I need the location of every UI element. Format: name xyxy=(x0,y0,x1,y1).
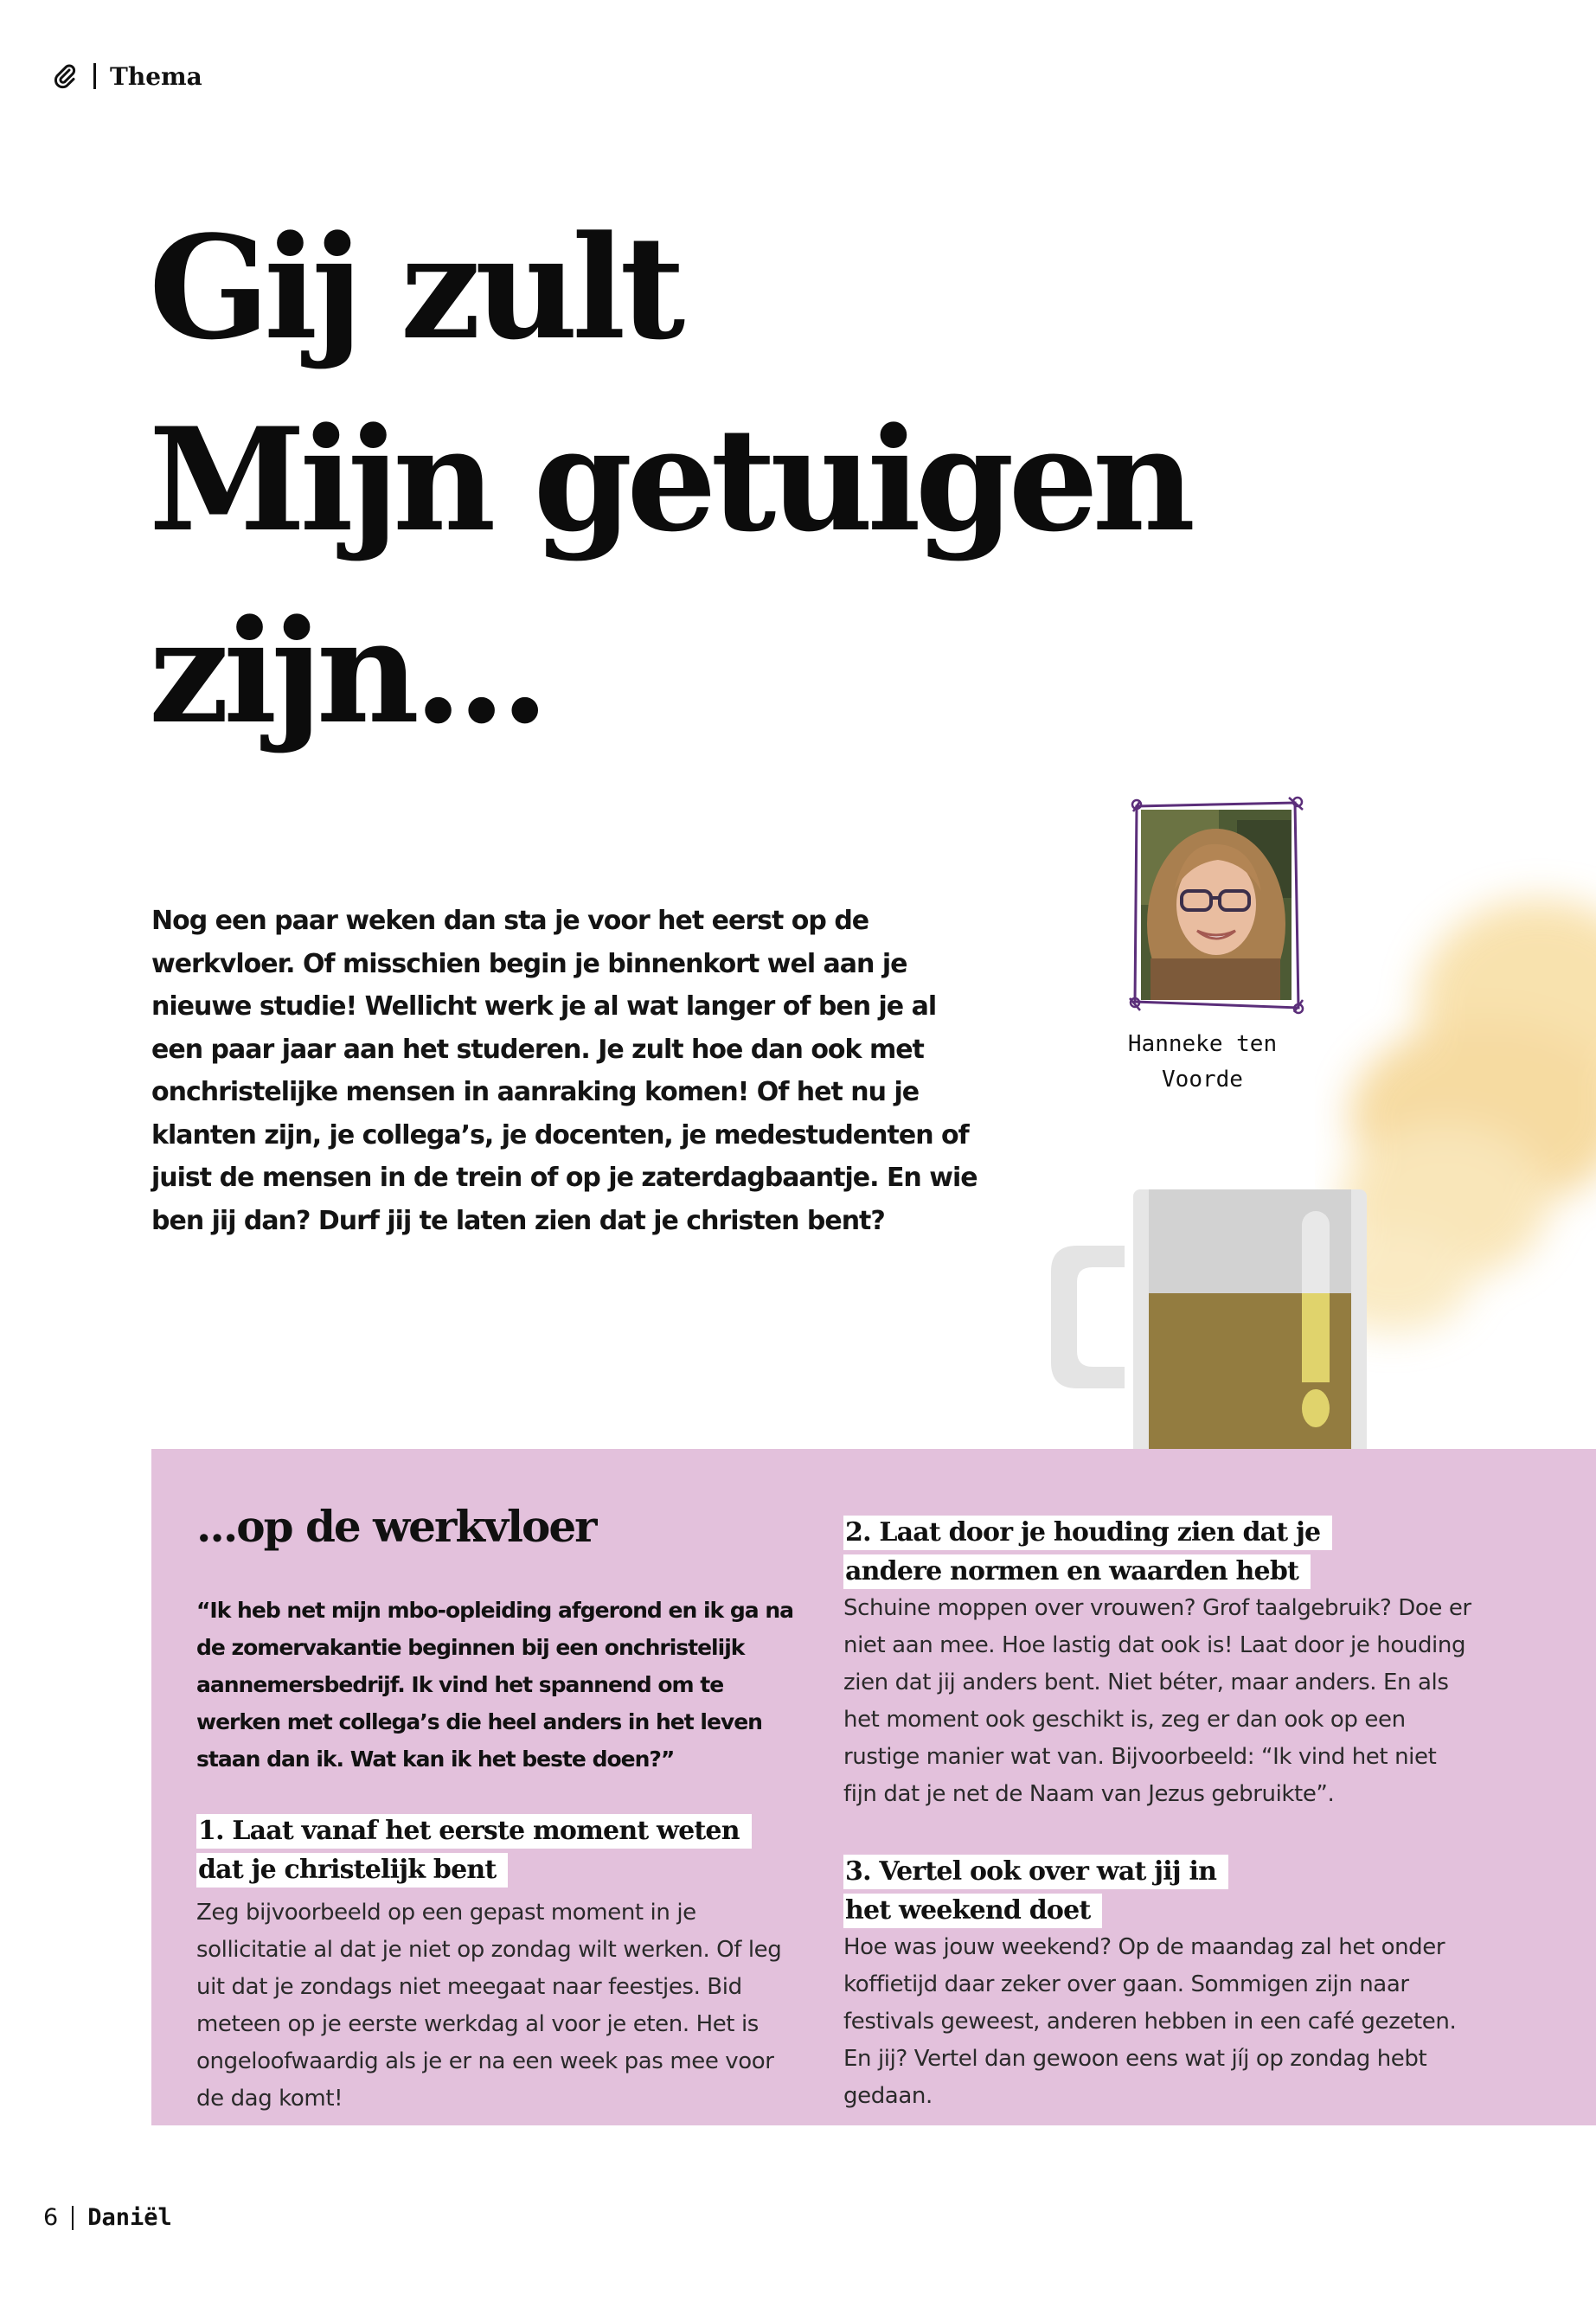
header-divider xyxy=(93,63,96,89)
tip-2-heading-line-2: andere normen en waarden hebt xyxy=(843,1554,1311,1589)
title-line-3: zijn... xyxy=(149,588,544,755)
title-line-1: Gij zult xyxy=(149,204,680,371)
tip-3-heading-line-2: het weekend doet xyxy=(843,1894,1102,1928)
author-name-line-1: Hanneke ten xyxy=(1127,1031,1278,1057)
author-name xyxy=(1099,1027,1306,1098)
tip-2-heading-line-1: 2. Laat door je houding zien dat je xyxy=(843,1516,1332,1550)
beer-mug-illustration xyxy=(1042,1185,1371,1488)
intro-paragraph: Nog een paar weken dan sta je voor het eerst op de werkvloer. Of misschien begin je binnenkort wel aan je nieuwe studie! Wellicht werk je al wat langer of ben je al een paar jaar aan het studeren. Je zult hoe dan ook met onchristelijke mensen in aanraking komen! Of het nu je klanten zijn, je collega’s, je docenten, je medestudenten of juist de mensen in de trein of op je zaterdagbaantje. En wie ben jij dan? Durf jij te laten zien dat je christen bent? xyxy=(151,906,977,1236)
page-number: 6 xyxy=(43,2204,59,2231)
tip-3-heading xyxy=(843,1853,1228,1931)
footer-divider xyxy=(72,2206,74,2230)
author-photo xyxy=(1125,794,1308,1019)
advice-box xyxy=(151,1449,1596,2125)
paperclip-icon xyxy=(52,63,78,89)
section-header xyxy=(52,59,202,93)
tip-3-heading-line-1: 3. Vertel ook over wat jij in xyxy=(843,1855,1228,1889)
tip-1-heading-line-1: 1. Laat vanaf het eerste moment weten xyxy=(196,1814,752,1849)
tip-1-heading-line-2: dat je christelijk bent xyxy=(196,1853,508,1888)
tip-3-body: Hoe was jouw weekend? Op de maandag zal het onder koffietijd daar zeker over gaan. Sommigen zijn naar festivals geweest, anderen hebben in een café gezeten. En jij? Vertel dan gewoon eens wat jíj op zondag hebt gedaan. xyxy=(843,1934,1457,2109)
reader-question: “Ik heb net mijn mbo-opleiding afgerond en ik ga na de zomervakantie beginnen bij een onchristelijk aannemersbedrijf. Ik vind het spannend om te werken met collega’s die heel anders in het leven staan dan ik. Wat kan ik het beste doen?” xyxy=(196,1598,794,1772)
tip-1-body: Zeg bijvoorbeeld op een gepast moment in je sollicitatie al dat je niet op zondag wilt werken. Of leg uit dat je zondags niet meegaat naar feestjes. Bid meteen op je eerste werkdag al voor je eten. Het is ongeloofwaardig als je er na een week pas mee voor de dag komt! xyxy=(196,1900,782,2112)
page-footer xyxy=(43,2204,172,2231)
section-label: Thema xyxy=(110,61,202,91)
tip-1-heading xyxy=(196,1812,752,1890)
page-title xyxy=(149,192,1189,768)
tip-2-body: Schuine moppen over vrouwen? Grof taalgebruik? Doe er niet aan mee. Hoe lastig dat ook is! Laat door je houding zien dat jij anders bent. Niet béter, maar anders. En als het moment ook geschikt is, zeg er dan ook op een rustige manier wat van. Bijvoorbeeld: “Ik vind het niet fijn dat je net de Naam van Jezus gebruikte”. xyxy=(843,1595,1471,1807)
magazine-name: Daniël xyxy=(87,2204,172,2231)
title-line-2: Mijn getuigen xyxy=(149,396,1190,563)
box-heading: ...op de werkvloer xyxy=(196,1501,596,1552)
author-name-line-2: Voorde xyxy=(1162,1067,1243,1093)
tip-2-heading xyxy=(843,1514,1332,1592)
